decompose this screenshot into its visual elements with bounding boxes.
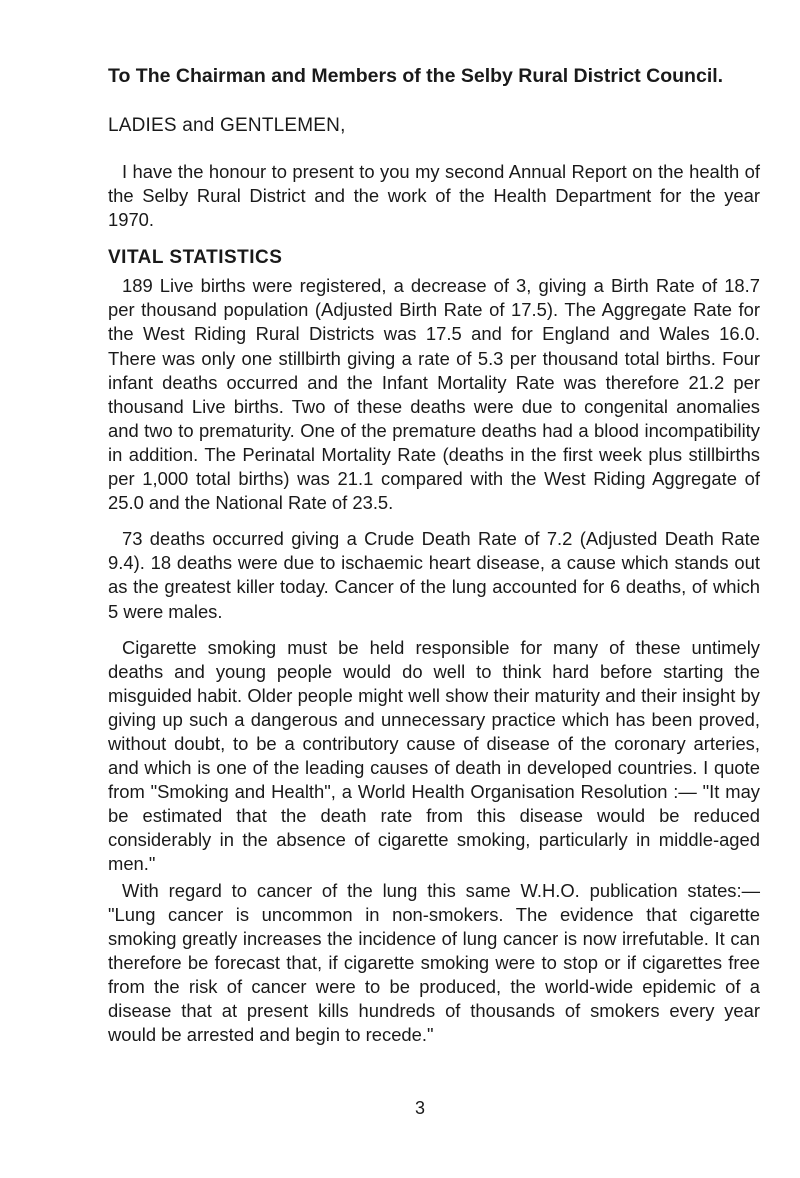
report-page xyxy=(108,60,760,1059)
paragraph-deaths: 73 deaths occurred giving a Crude Death Rate of 7.2 (Adjusted Death Rate 9.4). 18 deaths were due to ischaemic heart disease, a cause which stands out as the greatest killer today. Cancer of the lung accounted for 6 deaths, of which 5 were males. xyxy=(108,528,760,622)
paragraph-births: 189 Live births were registered, a decrease of 3, giving a Birth Rate of 18.7 per thousand population (Adjusted Birth Rate of 17.5). The Aggregate Rate for the West Riding Rural Districts was 17.5 and for England and Wales 16.0. There was only one stillbirth giving a rate of 5.3 per thousand total births. Four infant deaths occurred and the Infant Mortality Rate was therefore 21.2 per thousand Live births. Two of these deaths were due to congenital anomalies and two to prematurity. One of the premature deaths had a blood incompatibility in addition. The Perinatal Mortality Rate (deaths in the first week plus stillbirths per 1,000 total births) was 21.1 compared with the West Riding Aggregate of 25.0 and the National Rate of 23.5. xyxy=(108,275,760,514)
paragraph-smoking: Cigarette smoking must be held responsible for many of these untimely deaths and young people would do well to think hard before starting the misguided habit. Older people might well show their maturity and their insight by giving up such a dangerous and unnecessary practice which has been proved, without doubt, to be a contributory cause of disease of the coronary arteries, and which is one of the leading causes of death in developed countries. I quote from "Smoking and Health", a World Health Organisation Resolution :— "It may be estimated that the death rate from this disease would be reduced considerably in the absence of cigarette smoking, particularly in middle-aged men." xyxy=(108,636,760,875)
intro-paragraph: I have the honour to present to you my second Annual Report on the health of the Selby Rural District and the work of the Health Department for the year 1970. xyxy=(108,161,760,231)
paragraph-lung-cancer: With regard to cancer of the lung this same W.H.O. publication states:— "Lung cancer is uncommon in non-smokers. The evidence that cigarette smoking greatly increases the incidence of lung cancer is now irrefutable. It can therefore be forecast that, if cigarette smoking were to stop or if cigarettes free from the risk of cancer were to be produced, the world-wide epidemic of a disease that at present kills hundreds of thousands of smokers every year would be arrested and begin to recede." xyxy=(108,879,760,1046)
page-number: 3 xyxy=(414,1098,425,1118)
address-heading: To The Chairman and Members of the Selby Rural District Council. xyxy=(108,65,724,87)
salutation: LADIES and GENTLEMEN, xyxy=(108,115,346,136)
section-title-vital-statistics: VITAL STATISTICS xyxy=(108,247,283,269)
